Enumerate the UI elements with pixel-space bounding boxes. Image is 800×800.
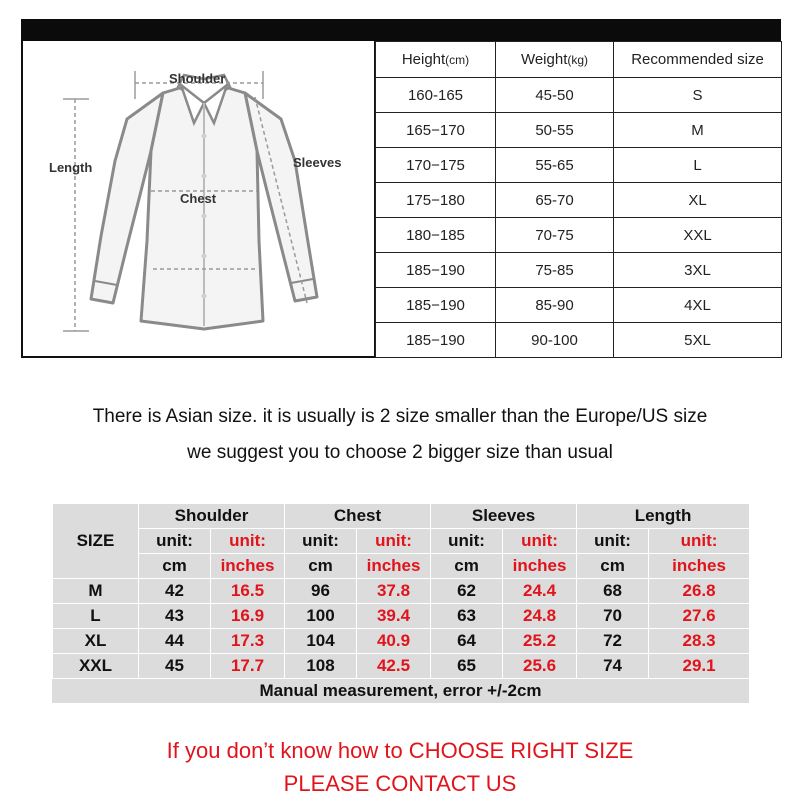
- table-row: [376, 288, 782, 323]
- size-cell: XL: [614, 183, 782, 218]
- unit-inches: inches: [211, 554, 285, 579]
- weight-cell: 85-90: [496, 288, 614, 323]
- unit-cm: cm: [285, 554, 357, 579]
- unit-inches: inches: [649, 554, 750, 579]
- inches-value: 29.1: [649, 654, 750, 679]
- unit-label: unit:: [431, 529, 503, 554]
- unit-label: unit:: [577, 529, 649, 554]
- inches-value: 16.9: [211, 604, 285, 629]
- cm-value: 70: [577, 604, 649, 629]
- weight-cell: 65-70: [496, 183, 614, 218]
- cm-value: 43: [139, 604, 211, 629]
- group-chest: Chest: [285, 504, 431, 529]
- inches-value: 37.8: [357, 579, 431, 604]
- size-cell: 3XL: [614, 253, 782, 288]
- weight-cell: 90-100: [496, 323, 614, 358]
- inches-value: 42.5: [357, 654, 431, 679]
- inches-value: 26.8: [649, 579, 750, 604]
- shoulder-label: Shoulder: [169, 71, 226, 86]
- size-cell: XXL: [53, 654, 139, 679]
- cm-value: 45: [139, 654, 211, 679]
- group-length: Length: [577, 504, 750, 529]
- unit-label-row: [53, 529, 750, 554]
- group-sleeves: Sleeves: [431, 504, 577, 529]
- table-row: [376, 218, 782, 253]
- cm-value: 72: [577, 629, 649, 654]
- inches-value: 24.4: [503, 579, 577, 604]
- measurement-table: [52, 503, 750, 679]
- size-cell: 4XL: [614, 288, 782, 323]
- cm-value: 100: [285, 604, 357, 629]
- cm-value: 74: [577, 654, 649, 679]
- group-shoulder: Shoulder: [139, 504, 285, 529]
- size-header: SIZE: [53, 504, 139, 579]
- size-cell: L: [53, 604, 139, 629]
- table-row: [376, 183, 782, 218]
- height-cell: 185−190: [376, 288, 496, 323]
- contact-line-2: PLEASE CONTACT US: [283, 771, 517, 796]
- size-cell: L: [614, 148, 782, 183]
- inches-value: 17.7: [211, 654, 285, 679]
- size-cell: 5XL: [614, 323, 782, 358]
- height-cell: 165−170: [376, 113, 496, 148]
- inches-value: 28.3: [649, 629, 750, 654]
- height-cell: 185−190: [376, 253, 496, 288]
- inches-value: 25.2: [503, 629, 577, 654]
- unit-cm: cm: [139, 554, 211, 579]
- table-row: [53, 654, 750, 679]
- recommended-size-header: Recommended size: [614, 42, 782, 78]
- unit-name-row: [53, 554, 750, 579]
- inches-value: 16.5: [211, 579, 285, 604]
- shirt-diagram: [21, 41, 375, 358]
- height-cell: 175−180: [376, 183, 496, 218]
- weight-cell: 45-50: [496, 78, 614, 113]
- cm-value: 65: [431, 654, 503, 679]
- size-cell: XL: [53, 629, 139, 654]
- cm-value: 64: [431, 629, 503, 654]
- measurement-error-note: Manual measurement, error +/-2cm: [259, 681, 542, 700]
- cm-value: 42: [139, 579, 211, 604]
- chest-label: Chest: [180, 191, 217, 206]
- weight-cell: 55-65: [496, 148, 614, 183]
- table-row: [53, 629, 750, 654]
- contact-line-1: If you don’t know how to CHOOSE RIGHT SIZE: [166, 738, 634, 763]
- weight-header: Weight(kg): [496, 42, 614, 78]
- cm-value: 104: [285, 629, 357, 654]
- size-cell: M: [614, 113, 782, 148]
- asian-size-note: There is Asian size. it is usually is 2 size smaller than the Europe/US size: [92, 406, 708, 427]
- weight-cell: 70-75: [496, 218, 614, 253]
- table-row: [376, 323, 782, 358]
- unit-label: unit:: [503, 529, 577, 554]
- inches-value: 25.6: [503, 654, 577, 679]
- cm-value: 63: [431, 604, 503, 629]
- unit-label: unit:: [285, 529, 357, 554]
- size-cell: S: [614, 78, 782, 113]
- sleeves-label: Sleeves: [293, 155, 342, 170]
- height-cell: 185−190: [376, 323, 496, 358]
- table-row: [376, 253, 782, 288]
- height-cell: 160-165: [376, 78, 496, 113]
- cm-value: 96: [285, 579, 357, 604]
- weight-cell: 50-55: [496, 113, 614, 148]
- inches-value: 17.3: [211, 629, 285, 654]
- weight-cell: 75-85: [496, 253, 614, 288]
- table-row: [376, 78, 782, 113]
- unit-inches: inches: [357, 554, 431, 579]
- length-label: Length: [49, 160, 93, 175]
- inches-value: 39.4: [357, 604, 431, 629]
- measurement-table-panel: [52, 503, 749, 703]
- inches-value: 40.9: [357, 629, 431, 654]
- unit-label: unit:: [357, 529, 431, 554]
- table-header-row: [376, 42, 782, 78]
- unit-cm: cm: [577, 554, 649, 579]
- table-row: [53, 579, 750, 604]
- size-cell: M: [53, 579, 139, 604]
- size-cell: XXL: [614, 218, 782, 253]
- height-cell: 170−175: [376, 148, 496, 183]
- unit-cm: cm: [431, 554, 503, 579]
- size-recommendation-table: [375, 41, 782, 358]
- cm-value: 68: [577, 579, 649, 604]
- inches-value: 27.6: [649, 604, 750, 629]
- header-bar: [21, 19, 781, 41]
- cm-value: 44: [139, 629, 211, 654]
- unit-label: unit:: [211, 529, 285, 554]
- unit-label: unit:: [139, 529, 211, 554]
- unit-label: unit:: [649, 529, 750, 554]
- measurement-group-row: [53, 504, 750, 529]
- table-row: [376, 113, 782, 148]
- cm-value: 108: [285, 654, 357, 679]
- cm-value: 62: [431, 579, 503, 604]
- inches-value: 24.8: [503, 604, 577, 629]
- height-header: Height(cm): [376, 42, 496, 78]
- suggestion-note: we suggest you to choose 2 bigger size than usual: [187, 442, 613, 463]
- height-cell: 180−185: [376, 218, 496, 253]
- table-row: [376, 148, 782, 183]
- table-row: [53, 604, 750, 629]
- unit-inches: inches: [503, 554, 577, 579]
